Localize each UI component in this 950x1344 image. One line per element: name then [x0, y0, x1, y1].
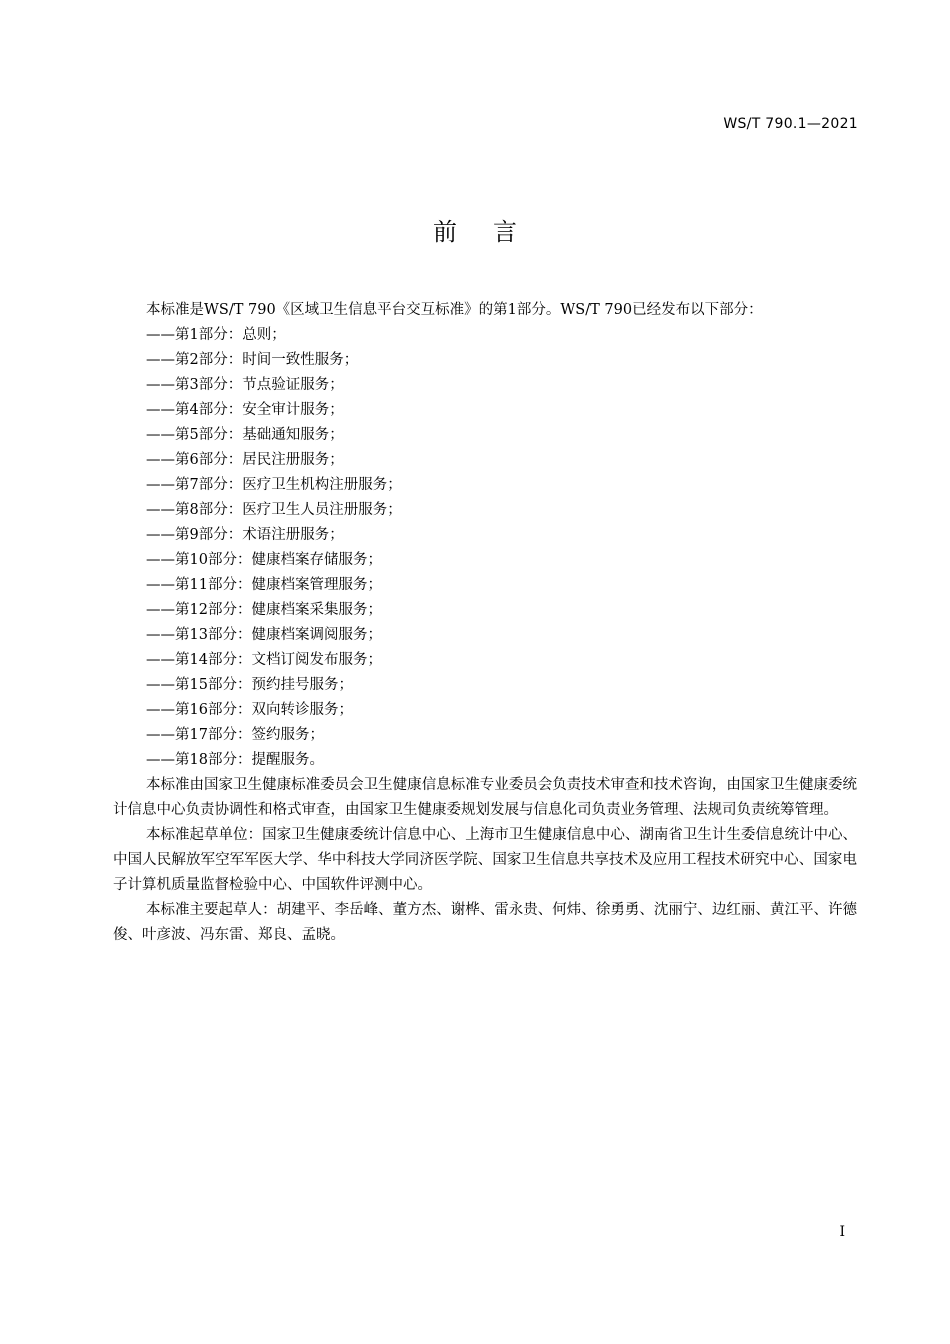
list-item: ——第17部分：签约服务；: [146, 727, 324, 743]
standard-code: WS/T 790.1—2021: [723, 116, 858, 132]
review-paragraph: 本标准由国家卫生健康标准委员会卫生健康信息标准专业委员会负责技术审查和技术咨询，由国家卫生健康委统计信息中心负责协调性和格式审查，由国家卫生健康委规划发展与信息化司负责业务管理、法规司负责统筹管理。: [113, 777, 857, 818]
drafting-units-paragraph: 本标准起草单位：国家卫生健康委统计信息中心、上海市卫生健康信息中心、湖南省卫生计生委信息统计中心、中国人民解放军空军军医大学、华中科技大学同济医学院、国家卫生信息共享技术及应用工程技术研究中心、国家电子计算机质量监督检验中心、中国软件评测中心。: [113, 827, 857, 893]
list-item: ——第7部分：医疗卫生机构注册服务；: [146, 477, 402, 493]
list-item: ——第12部分：健康档案采集服务；: [146, 602, 382, 618]
list-item: ——第3部分：节点验证服务；: [146, 377, 344, 393]
list-item: ——第8部分：医疗卫生人员注册服务；: [146, 502, 402, 518]
list-item: ——第13部分：健康档案调阅服务；: [146, 627, 382, 643]
list-item: ——第6部分：居民注册服务；: [146, 452, 344, 468]
intro-paragraph: 本标准是WS/T 790《区域卫生信息平台交互标准》的第1部分。WS/T 790已经发布以下部分：: [146, 302, 763, 318]
list-item: ——第16部分：双向转诊服务；: [146, 702, 353, 718]
parts-list: [113, 323, 857, 773]
list-item: ——第15部分：预约挂号服务；: [146, 677, 353, 693]
list-item: ——第1部分：总则；: [146, 327, 286, 343]
list-item: ——第10部分：健康档案存储服务；: [146, 552, 382, 568]
document-body: [113, 298, 857, 948]
list-item: ——第18部分：提醒服务。: [146, 752, 324, 768]
list-item: ——第14部分：文档订阅发布服务；: [146, 652, 382, 668]
list-item: ——第11部分：健康档案管理服务；: [146, 577, 382, 593]
list-item: ——第4部分：安全审计服务；: [146, 402, 344, 418]
page-title: 前言: [433, 218, 553, 246]
drafters-paragraph: 本标准主要起草人：胡建平、李岳峰、董方杰、谢桦、雷永贵、何炜、徐勇勇、沈丽宁、边红丽、黄江平、许德俊、叶彦波、冯东雷、郑良、孟晓。: [113, 902, 857, 943]
list-item: ——第9部分：术语注册服务；: [146, 527, 344, 543]
list-item: ——第5部分：基础通知服务；: [146, 427, 344, 443]
list-item: ——第2部分：时间一致性服务；: [146, 352, 359, 368]
page-number: I: [839, 1224, 845, 1240]
